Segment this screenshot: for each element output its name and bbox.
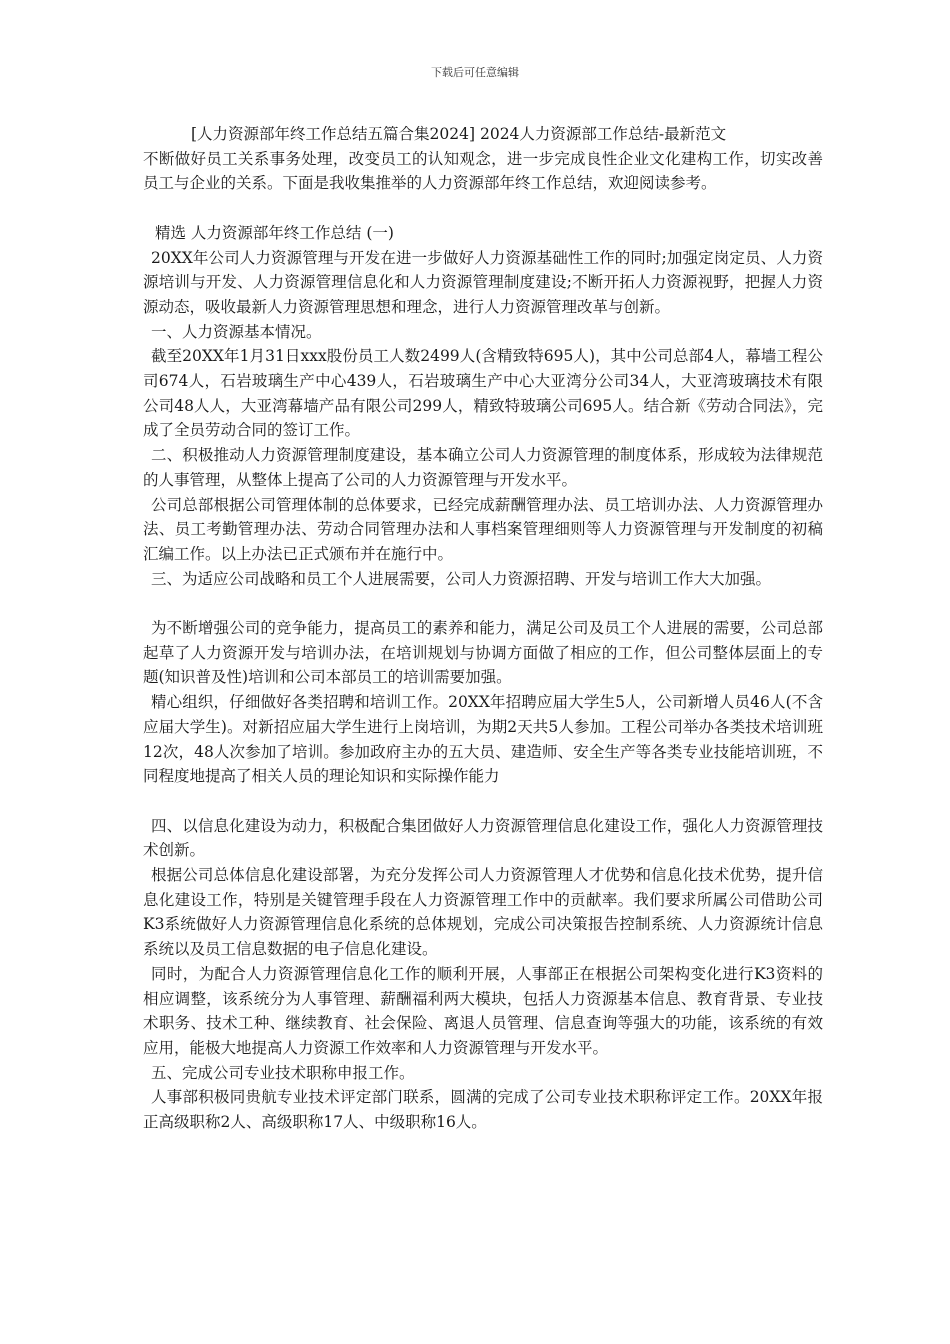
blank-line <box>143 196 823 221</box>
paragraph: 精心组织，仔细做好各类招聘和培训工作。20XX年招聘应届大学生5人，公司新增人员46人(不含应届大学生)。对新招应届大学生进行上岗培训，为期2天共5人参加。工程公司举办各类技术培训班12次，48人次参加了培训。参加政府主办的五大员、建造师、安全生产等各类专业技能培训班，不同程度地提高了相关人员的理论知识和实际操作能力 <box>143 693 823 786</box>
paragraph: 三、为适应公司战略和员工个人进展需要，公司人力资源招聘、开发与培训工作大大加强。 <box>151 569 772 588</box>
paragraph: 20XX年公司人力资源管理与开发在进一步做好人力资源基础性工作的同时;加强定岗定员、人力资源培训与开发、人力资源管理信息化和人力资源管理制度建设;不断开拓人力资源视野，把握人力资源动态，吸收最新人力资源管理思想和理念，进行人力资源管理改革与创新。 <box>143 248 823 316</box>
blank-line <box>143 591 823 616</box>
document-body <box>143 122 823 1135</box>
paragraph: 不断做好员工关系事务处理，改变员工的认知观念，进一步完成良性企业文化建构工作，切实改善员工与企业的关系。下面是我收集推举的人力资源部年终工作总结，欢迎阅读参考。 <box>143 149 823 193</box>
paragraph: 为不断增强公司的竞争能力，提高员工的素养和能力，满足公司及员工个人进展的需要，公司总部起草了人力资源开发与培训办法，在培训规划与协调方面做了相应的工作，但公司整体层面上的专题(知识普及性)培训和公司本部员工的培训需要加强。 <box>143 619 823 687</box>
paragraph: 公司总部根据公司管理体制的总体要求，已经完成薪酬管理办法、员工培训办法、人力资源管理办法、员工考勤管理办法、劳动合同管理办法和人事档案管理细则等人力资源管理与开发制度的初稿汇编工作。以上办法已正式颁布并在施行中。 <box>143 495 823 563</box>
paragraph: 精选 人力资源部年终工作总结 (一) <box>155 223 394 242</box>
paragraph: 人事部积极同贵航专业技术评定部门联系，圆满的完成了公司专业技术职称评定工作。20XX年报正高级职称2人、高级职称17人、中级职称16人。 <box>143 1088 823 1132</box>
paragraph: 一、人力资源基本情况。 <box>151 322 322 341</box>
paragraph: 截至20XX年1月31日xxx股份员工人数2499人(含精致特695人)，其中公司总部4人，幕墙工程公司674人，石岩玻璃生产中心439人，石岩玻璃生产中心大亚湾分公司34人，大亚湾玻璃技术有限公司48人人，大亚湾幕墙产品有限公司299人，精致特玻璃公司695人。结合新《劳动合同法》，完成了全员劳动合同的签订工作。 <box>143 347 823 440</box>
header-note: 下载后可任意编辑 <box>431 66 519 79</box>
paragraph-list <box>143 147 823 1135</box>
paragraph: 二、积极推动人力资源管理制度建设，基本确立公司人力资源管理的制度体系，形成较为法律规范的人事管理，从整体上提高了公司的人力资源管理与开发水平。 <box>143 446 823 489</box>
paragraph: 四、以信息化建设为动力，积极配合集团做好人力资源管理信息化建设工作，强化人力资源管理技术创新。 <box>143 816 823 860</box>
paragraph: 同时，为配合人力资源管理信息化工作的顺利开展，人事部正在根据公司架构变化进行K3资料的相应调整，该系统分为人事管理、薪酬福利两大模块，包括人力资源基本信息、教育背景、专业技术职务、技术工种、继续教育、社会保险、离退人员管理、信息查询等强大的功能，该系统的有效应用，能极大地提高人力资源工作效率和人力资源管理与开发水平。 <box>143 964 823 1057</box>
blank-line <box>143 789 823 814</box>
paragraph: 五、完成公司专业技术职称申报工作。 <box>151 1063 415 1082</box>
paragraph: 根据公司总体信息化建设部署，为充分发挥公司人力资源管理人才优势和信息化技术优势，提升信息化建设工作，特别是关键管理手段在人力资源管理工作中的贡献率。我们要求所属公司借助公司K3系统做好人力资源管理信息化系统的总体规划，完成公司决策报告控制系统、人力资源统计信息系统以及员工信息数据的电子信息化建设。 <box>143 866 823 959</box>
document-title: [人力资源部年终工作总结五篇合集2024] 2024人力资源部工作总结-最新范文 <box>191 125 727 143</box>
